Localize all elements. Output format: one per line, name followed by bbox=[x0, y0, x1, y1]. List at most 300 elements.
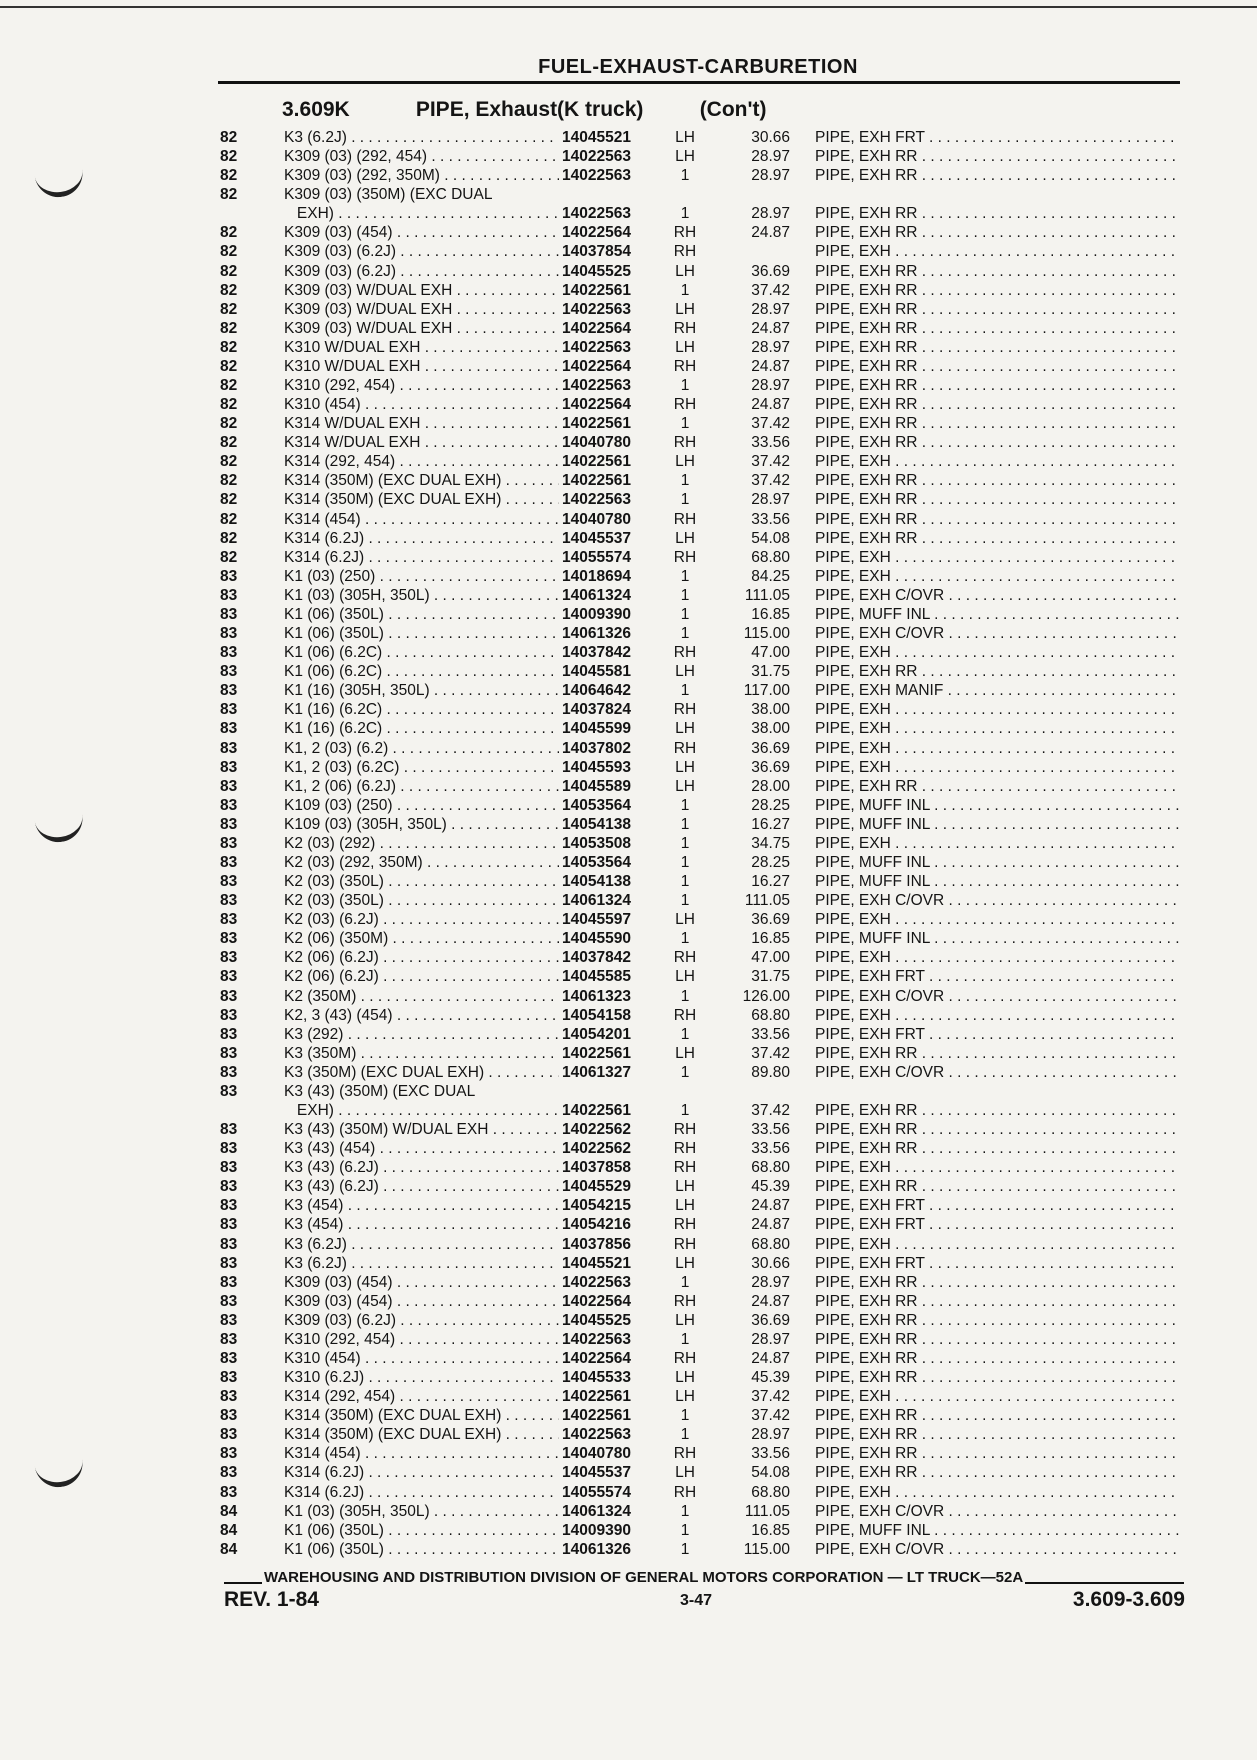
figure-number: 82 bbox=[220, 148, 238, 166]
part-number: 14045537 bbox=[562, 529, 631, 547]
model-description: K310 (454) . . . bbox=[284, 395, 559, 414]
part-name: PIPE, EXH . . . bbox=[815, 567, 1180, 586]
price: 28.97 bbox=[751, 205, 790, 223]
table-row bbox=[0, 567, 1257, 586]
table-row bbox=[0, 605, 1257, 624]
price: 24.87 bbox=[751, 396, 790, 414]
table-row bbox=[0, 1158, 1257, 1177]
table-row bbox=[0, 414, 1257, 433]
part-name: PIPE, EXH RR . . . bbox=[815, 1368, 1180, 1387]
footer-rule-left bbox=[224, 1582, 262, 1584]
model-description: K2 (03) (292) . . . bbox=[284, 834, 559, 853]
part-name: PIPE, EXH RR . . . bbox=[815, 1044, 1180, 1063]
model-description: K1 (16) (305H, 350L) . . . bbox=[284, 681, 559, 700]
part-name: PIPE, MUFF INL . . . bbox=[815, 796, 1180, 815]
quantity: RH bbox=[673, 1216, 697, 1234]
part-name: PIPE, EXH RR . . . bbox=[815, 1330, 1180, 1349]
part-number: 14064642 bbox=[562, 682, 631, 700]
part-number: 14054138 bbox=[562, 815, 631, 833]
part-name: PIPE, EXH . . . bbox=[815, 643, 1180, 662]
table-row bbox=[0, 853, 1257, 872]
model-description: K2, 3 (43) (454) . . . bbox=[284, 1006, 559, 1025]
figure-number: 83 bbox=[220, 930, 238, 948]
quantity: 1 bbox=[680, 167, 690, 185]
table-row bbox=[0, 1349, 1257, 1368]
model-description: K310 W/DUAL EXH . . . bbox=[284, 357, 559, 376]
quantity: 1 bbox=[680, 377, 690, 395]
part-name: PIPE, EXH FRT . . . bbox=[815, 1025, 1180, 1044]
table-row bbox=[0, 204, 1257, 223]
part-number: 14009390 bbox=[562, 605, 631, 623]
quantity: 1 bbox=[680, 472, 690, 490]
part-number: 14053508 bbox=[562, 834, 631, 852]
model-description: K1, 2 (06) (6.2J) . . . bbox=[284, 777, 559, 796]
price: 37.42 bbox=[751, 281, 790, 299]
quantity: LH bbox=[675, 453, 695, 471]
part-number: 14045533 bbox=[562, 1369, 631, 1387]
part-number: 14045581 bbox=[562, 663, 631, 681]
figure-number: 82 bbox=[220, 319, 238, 337]
table-row bbox=[0, 1177, 1257, 1196]
figure-number: 82 bbox=[220, 167, 238, 185]
figure-number: 83 bbox=[220, 644, 238, 662]
figure-number: 82 bbox=[220, 434, 238, 452]
part-name: PIPE, EXH . . . bbox=[815, 758, 1180, 777]
part-number: 14040780 bbox=[562, 510, 631, 528]
price: 31.75 bbox=[751, 968, 790, 986]
quantity: RH bbox=[673, 396, 697, 414]
part-name: PIPE, EXH RR . . . bbox=[815, 433, 1180, 452]
figure-number: 82 bbox=[220, 186, 238, 204]
figure-number: 83 bbox=[220, 1254, 238, 1272]
part-number: 14045585 bbox=[562, 968, 631, 986]
model-description: K1 (03) (305H, 350L) . . . bbox=[284, 1502, 559, 1521]
model-description: K109 (03) (305H, 350L) . . . bbox=[284, 815, 559, 834]
quantity: LH bbox=[675, 720, 695, 738]
part-name: PIPE, EXH RR . . . bbox=[815, 1139, 1180, 1158]
part-name: PIPE, MUFF INL . . . bbox=[815, 815, 1180, 834]
part-name: PIPE, EXH . . . bbox=[815, 548, 1180, 567]
figure-number: 83 bbox=[220, 1197, 238, 1215]
table-row bbox=[0, 1082, 1257, 1101]
model-description: K1 (06) (350L) . . . bbox=[284, 1540, 559, 1559]
price: 37.42 bbox=[751, 1388, 790, 1406]
price: 36.69 bbox=[751, 758, 790, 776]
figure-number: 83 bbox=[220, 949, 238, 967]
model-description: K309 (03) W/DUAL EXH . . . bbox=[284, 319, 559, 338]
model-description: K109 (03) (250) . . . bbox=[284, 796, 559, 815]
figure-number: 83 bbox=[220, 1445, 238, 1463]
table-row bbox=[0, 1273, 1257, 1292]
figure-number: 83 bbox=[220, 1483, 238, 1501]
part-name: PIPE, EXH RR . . . bbox=[815, 471, 1180, 490]
quantity: LH bbox=[675, 129, 695, 146]
figure-number: 83 bbox=[220, 777, 238, 795]
part-name: PIPE, EXH RR . . . bbox=[815, 1444, 1180, 1463]
part-number: 14022561 bbox=[562, 1044, 631, 1062]
part-name: PIPE, EXH . . . bbox=[815, 834, 1180, 853]
price: 30.66 bbox=[751, 129, 790, 146]
part-number: 14022564 bbox=[562, 357, 631, 375]
quantity: 1 bbox=[680, 1407, 690, 1425]
section-range: 3.609-3.609 bbox=[1072, 1588, 1185, 1611]
figure-number: 83 bbox=[220, 834, 238, 852]
title-rule bbox=[218, 81, 1180, 84]
table-row bbox=[0, 376, 1257, 395]
part-name: PIPE, EXH RR . . . bbox=[815, 204, 1180, 223]
quantity: 1 bbox=[680, 415, 690, 433]
figure-number: 82 bbox=[220, 262, 238, 280]
part-number: 14061326 bbox=[562, 625, 631, 643]
figure-number: 83 bbox=[220, 1292, 238, 1310]
quantity: 1 bbox=[680, 1063, 690, 1081]
price: 16.85 bbox=[751, 605, 790, 623]
part-number: 14061327 bbox=[562, 1063, 631, 1081]
price: 36.69 bbox=[751, 262, 790, 280]
price: 37.42 bbox=[751, 1407, 790, 1425]
quantity: 1 bbox=[680, 682, 690, 700]
part-number: 14022563 bbox=[562, 377, 631, 395]
quantity: 1 bbox=[680, 987, 690, 1005]
model-description: K309 (03) (6.2J) . . . bbox=[284, 262, 559, 281]
part-number: 14022563 bbox=[562, 1273, 631, 1291]
part-name: PIPE, MUFF INL . . . bbox=[815, 853, 1180, 872]
model-description: K309 (03) W/DUAL EXH . . . bbox=[284, 281, 559, 300]
price: 47.00 bbox=[751, 949, 790, 967]
figure-number: 83 bbox=[220, 1025, 238, 1043]
model-description: K314 (350M) (EXC DUAL EXH) . . . bbox=[284, 490, 559, 509]
model-description: K1, 2 (03) (6.2) . . . bbox=[284, 739, 559, 758]
model-description: K314 W/DUAL EXH . . . bbox=[284, 414, 559, 433]
model-description: K3 (454) . . . bbox=[284, 1215, 559, 1234]
price: 37.42 bbox=[751, 1044, 790, 1062]
quantity: 1 bbox=[680, 605, 690, 623]
part-number: 14061326 bbox=[562, 1540, 631, 1558]
part-number: 14037802 bbox=[562, 739, 631, 757]
model-description: K314 (454) . . . bbox=[284, 1444, 559, 1463]
figure-number: 83 bbox=[220, 586, 238, 604]
part-name: PIPE, EXH C/OVR . . . bbox=[815, 586, 1180, 605]
figure-number: 83 bbox=[220, 1273, 238, 1291]
model-description: K314 (292, 454) . . . bbox=[284, 452, 559, 471]
table-row bbox=[0, 967, 1257, 986]
part-name: PIPE, EXH RR . . . bbox=[815, 490, 1180, 509]
part-number: 14040780 bbox=[562, 1445, 631, 1463]
quantity: 1 bbox=[680, 567, 690, 585]
table-row bbox=[0, 681, 1257, 700]
quantity: LH bbox=[675, 911, 695, 929]
part-name: PIPE, MUFF INL . . . bbox=[815, 605, 1180, 624]
part-name: PIPE, EXH . . . bbox=[815, 1158, 1180, 1177]
price: 31.75 bbox=[751, 663, 790, 681]
part-number: 14061324 bbox=[562, 1502, 631, 1520]
table-row bbox=[0, 872, 1257, 891]
table-row bbox=[0, 1120, 1257, 1139]
model-description: K314 (350M) (EXC DUAL EXH) . . . bbox=[284, 1425, 559, 1444]
quantity: RH bbox=[673, 510, 697, 528]
part-name: PIPE, EXH MANIF . . . bbox=[815, 681, 1180, 700]
model-description: K1 (03) (250) . . . bbox=[284, 567, 559, 586]
quantity: 1 bbox=[680, 1101, 690, 1119]
part-number: 14022564 bbox=[562, 319, 631, 337]
figure-number: 82 bbox=[220, 357, 238, 375]
table-row bbox=[0, 529, 1257, 548]
price: 68.80 bbox=[751, 1159, 790, 1177]
quantity: 1 bbox=[680, 1521, 690, 1539]
model-description: K309 (03) (292, 350M) . . . bbox=[284, 166, 559, 185]
part-name: PIPE, EXH FRT . . . bbox=[815, 1196, 1180, 1215]
figure-number: 83 bbox=[220, 701, 238, 719]
part-name: PIPE, EXH C/OVR . . . bbox=[815, 624, 1180, 643]
quantity: 1 bbox=[680, 1273, 690, 1291]
figure-number: 82 bbox=[220, 224, 238, 242]
table-row bbox=[0, 662, 1257, 681]
model-description: K2 (03) (350L) . . . bbox=[284, 891, 559, 910]
figure-number: 83 bbox=[220, 682, 238, 700]
price: 37.42 bbox=[751, 415, 790, 433]
figure-number: 82 bbox=[220, 377, 238, 395]
model-description: K1 (03) (305H, 350L) . . . bbox=[284, 586, 559, 605]
table-row bbox=[0, 1025, 1257, 1044]
part-number: 14040780 bbox=[562, 434, 631, 452]
price: 28.25 bbox=[751, 853, 790, 871]
price: 16.85 bbox=[751, 930, 790, 948]
figure-number: 83 bbox=[220, 892, 238, 910]
part-name: PIPE, EXH RR . . . bbox=[815, 1292, 1180, 1311]
quantity: 1 bbox=[680, 586, 690, 604]
price: 45.39 bbox=[751, 1178, 790, 1196]
table-row bbox=[0, 262, 1257, 281]
part-number: 14037824 bbox=[562, 701, 631, 719]
model-description: K314 (454) . . . bbox=[284, 510, 559, 529]
quantity: 1 bbox=[680, 1025, 690, 1043]
figure-number: 83 bbox=[220, 853, 238, 871]
figure-number: 82 bbox=[220, 529, 238, 547]
price: 45.39 bbox=[751, 1369, 790, 1387]
part-number: 14037842 bbox=[562, 949, 631, 967]
quantity: LH bbox=[675, 529, 695, 547]
part-name: PIPE, EXH . . . bbox=[815, 739, 1180, 758]
model-description: K314 (6.2J) . . . bbox=[284, 529, 559, 548]
figure-number: 83 bbox=[220, 873, 238, 891]
part-name: PIPE, EXH . . . bbox=[815, 719, 1180, 738]
part-number: 14061324 bbox=[562, 892, 631, 910]
model-description: K310 (454) . . . bbox=[284, 1349, 559, 1368]
price: 111.05 bbox=[744, 892, 790, 910]
part-number: 14022563 bbox=[562, 1330, 631, 1348]
section-continued: (Con't) bbox=[699, 98, 767, 121]
quantity: RH bbox=[673, 548, 697, 566]
part-number: 14022564 bbox=[562, 224, 631, 242]
model-description: K310 W/DUAL EXH . . . bbox=[284, 338, 559, 357]
quantity: RH bbox=[673, 434, 697, 452]
table-row bbox=[0, 834, 1257, 853]
part-number: 14045537 bbox=[562, 1464, 631, 1482]
figure-number: 83 bbox=[220, 1235, 238, 1253]
price: 33.56 bbox=[751, 434, 790, 452]
table-row bbox=[0, 1139, 1257, 1158]
table-row bbox=[0, 586, 1257, 605]
model-description: K309 (03) (6.2J) . . . bbox=[284, 1311, 559, 1330]
table-row bbox=[0, 281, 1257, 300]
table-row bbox=[0, 471, 1257, 490]
price: 24.87 bbox=[751, 357, 790, 375]
model-description: K314 (292, 454) . . . bbox=[284, 1387, 559, 1406]
part-name: PIPE, EXH RR . . . bbox=[815, 1177, 1180, 1196]
price: 24.87 bbox=[751, 1216, 790, 1234]
model-description: K2 (350M) . . . bbox=[284, 987, 559, 1006]
part-number: 14022561 bbox=[562, 281, 631, 299]
model-description: K3 (43) (6.2J) . . . bbox=[284, 1177, 559, 1196]
table-row bbox=[0, 624, 1257, 643]
figure-number: 83 bbox=[220, 1311, 238, 1329]
figure-number: 84 bbox=[220, 1521, 238, 1539]
model-description: K310 (6.2J) . . . bbox=[284, 1368, 559, 1387]
part-number: 14045599 bbox=[562, 720, 631, 738]
part-number: 14045521 bbox=[562, 129, 631, 146]
quantity: LH bbox=[675, 300, 695, 318]
part-number: 14045525 bbox=[562, 262, 631, 280]
part-name: PIPE, EXH RR . . . bbox=[815, 319, 1180, 338]
table-row bbox=[0, 987, 1257, 1006]
quantity: RH bbox=[673, 1121, 697, 1139]
price: 24.87 bbox=[751, 1350, 790, 1367]
figure-number: 82 bbox=[220, 338, 238, 356]
figure-number: 83 bbox=[220, 1121, 238, 1139]
section-header bbox=[282, 98, 766, 122]
figure-number: 82 bbox=[220, 396, 238, 414]
price: 24.87 bbox=[751, 224, 790, 242]
part-name: PIPE, EXH RR . . . bbox=[815, 1463, 1180, 1482]
part-name: PIPE, EXH . . . bbox=[815, 1235, 1180, 1254]
price: 47.00 bbox=[751, 644, 790, 662]
part-name: PIPE, EXH RR . . . bbox=[815, 529, 1180, 548]
part-number: 14022564 bbox=[562, 396, 631, 414]
price: 28.97 bbox=[751, 1273, 790, 1291]
figure-number: 83 bbox=[220, 1006, 238, 1024]
part-number: 14022562 bbox=[562, 1140, 631, 1158]
part-number: 14018694 bbox=[562, 567, 631, 585]
part-name: PIPE, EXH . . . bbox=[815, 910, 1180, 929]
part-name: PIPE, EXH RR . . . bbox=[815, 1120, 1180, 1139]
quantity: 1 bbox=[680, 1540, 690, 1558]
figure-number: 82 bbox=[220, 548, 238, 566]
price: 37.42 bbox=[751, 472, 790, 490]
figure-number: 83 bbox=[220, 911, 238, 929]
table-row bbox=[0, 1330, 1257, 1349]
table-row bbox=[0, 929, 1257, 948]
part-name: PIPE, MUFF INL . . . bbox=[815, 929, 1180, 948]
model-description: K3 (6.2J) . . . bbox=[284, 128, 559, 147]
figure-number: 83 bbox=[220, 1044, 238, 1062]
model-description: K1 (16) (6.2C) . . . bbox=[284, 719, 559, 738]
figure-number: 83 bbox=[220, 1464, 238, 1482]
table-row bbox=[0, 395, 1257, 414]
price: 28.97 bbox=[751, 1426, 790, 1444]
quantity: RH bbox=[673, 1235, 697, 1253]
quantity: RH bbox=[673, 739, 697, 757]
quantity: RH bbox=[673, 949, 697, 967]
table-row bbox=[0, 1235, 1257, 1254]
table-row bbox=[0, 891, 1257, 910]
price: 111.05 bbox=[744, 586, 790, 604]
price: 33.56 bbox=[751, 1121, 790, 1139]
quantity: 1 bbox=[680, 281, 690, 299]
part-number: 14061323 bbox=[562, 987, 631, 1005]
part-number: 14053564 bbox=[562, 853, 631, 871]
part-number: 14045597 bbox=[562, 911, 631, 929]
price: 16.27 bbox=[751, 815, 790, 833]
part-number: 14045590 bbox=[562, 930, 631, 948]
quantity: LH bbox=[675, 1197, 695, 1215]
part-name: PIPE, EXH . . . bbox=[815, 242, 1180, 261]
model-description: K2 (03) (292, 350M) . . . bbox=[284, 853, 559, 872]
part-name: PIPE, EXH FRT . . . bbox=[815, 967, 1180, 986]
part-name: PIPE, EXH RR . . . bbox=[815, 262, 1180, 281]
table-row bbox=[0, 700, 1257, 719]
part-name: PIPE, EXH RR . . . bbox=[815, 376, 1180, 395]
part-number: 14054138 bbox=[562, 873, 631, 891]
price: 33.56 bbox=[751, 1445, 790, 1463]
model-description: K3 (43) (350M) (EXC DUAL bbox=[284, 1082, 476, 1100]
price: 68.80 bbox=[751, 548, 790, 566]
part-name: PIPE, EXH RR . . . bbox=[815, 338, 1180, 357]
part-number: 14037858 bbox=[562, 1159, 631, 1177]
table-row bbox=[0, 1463, 1257, 1482]
model-description: K2 (03) (6.2J) . . . bbox=[284, 910, 559, 929]
price: 126.00 bbox=[742, 987, 790, 1005]
model-description: K3 (350M) . . . bbox=[284, 1044, 559, 1063]
figure-number: 83 bbox=[220, 1216, 238, 1234]
part-name: PIPE, EXH RR . . . bbox=[815, 395, 1180, 414]
model-description: K309 (03) (350M) (EXC DUAL bbox=[284, 186, 493, 204]
quantity: 1 bbox=[680, 1502, 690, 1520]
table-row bbox=[0, 796, 1257, 815]
quantity: 1 bbox=[680, 873, 690, 891]
footer-rule-right bbox=[1025, 1582, 1184, 1584]
part-name: PIPE, EXH RR . . . bbox=[815, 414, 1180, 433]
table-row bbox=[0, 815, 1257, 834]
quantity: RH bbox=[673, 1445, 697, 1463]
part-number: 14045525 bbox=[562, 1311, 631, 1329]
figure-number: 83 bbox=[220, 567, 238, 585]
figure-number: 83 bbox=[220, 1159, 238, 1177]
table-row bbox=[0, 948, 1257, 967]
part-name: PIPE, EXH RR . . . bbox=[815, 1425, 1180, 1444]
top-edge-rule bbox=[0, 6, 1257, 8]
table-row bbox=[0, 300, 1257, 319]
quantity: 1 bbox=[680, 625, 690, 643]
table-row bbox=[0, 758, 1257, 777]
table-row bbox=[0, 719, 1257, 738]
table-row bbox=[0, 128, 1257, 147]
figure-number: 83 bbox=[220, 968, 238, 986]
figure-number: 83 bbox=[220, 1082, 238, 1100]
quantity: RH bbox=[673, 224, 697, 242]
model-description: K1 (06) (350L) . . . bbox=[284, 605, 559, 624]
table-row bbox=[0, 1425, 1257, 1444]
table-row bbox=[0, 242, 1257, 261]
figure-number: 82 bbox=[220, 300, 238, 318]
table-row bbox=[0, 1006, 1257, 1025]
model-description: EXH) . . . bbox=[284, 1101, 559, 1120]
figure-number: 83 bbox=[220, 1178, 238, 1196]
price: 28.97 bbox=[751, 148, 790, 166]
price: 36.69 bbox=[751, 911, 790, 929]
model-description: K1 (06) (6.2C) . . . bbox=[284, 662, 559, 681]
revision-label: REV. 1-84 bbox=[224, 1588, 319, 1611]
part-name: PIPE, EXH FRT . . . bbox=[815, 1254, 1180, 1273]
